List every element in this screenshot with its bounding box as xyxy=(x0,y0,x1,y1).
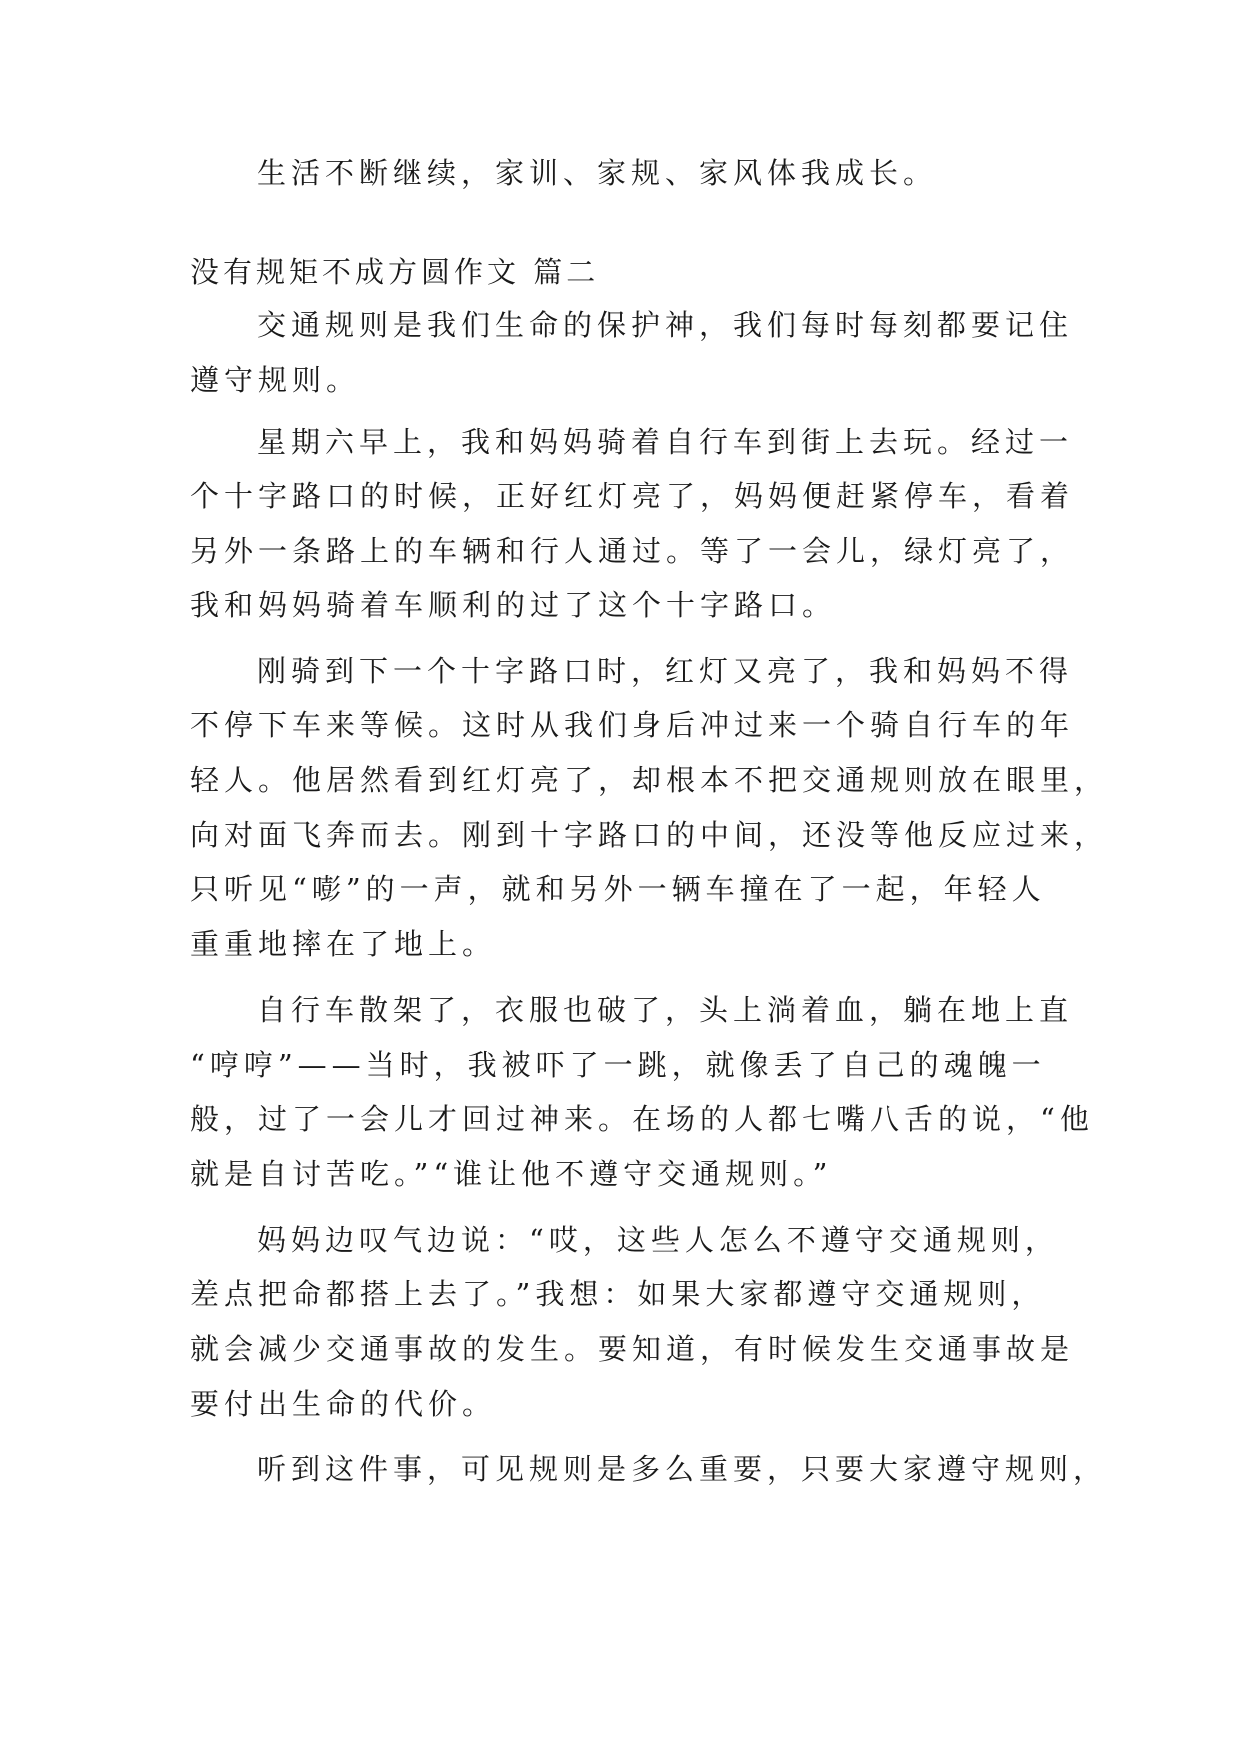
text-line: 听到这件事，可见规则是多么重要，只要大家遵守规则， xyxy=(257,1452,1108,1486)
text-line: 只听见“嘭”的一声，就和另外一辆车撞在了一起，年轻人 xyxy=(190,872,1046,906)
text-line: 生活不断继续，家训、家规、家风体我成长。 xyxy=(257,156,938,190)
text-line: 个十字路口的时候，正好红灯亮了，妈妈便赶紧停车，看着 xyxy=(190,479,1075,513)
text-line: 要付出生命的代价。 xyxy=(190,1387,497,1421)
text-line: “哼哼”——当时，我被吓了一跳，就像丢了自己的魂魄一 xyxy=(190,1048,1046,1082)
text-line: 另外一条路上的车辆和行人通过。等了一会儿，绿灯亮了， xyxy=(190,534,1075,568)
text-line: 轻人。他居然看到红灯亮了，却根本不把交通规则放在眼里， xyxy=(190,763,1109,797)
text-line: 自行车散架了，衣服也破了，头上淌着血，躺在地上直 xyxy=(257,993,1074,1027)
section-heading: 没有规矩不成方圆作文 篇二 xyxy=(190,255,600,289)
text-line: 般，过了一会儿才回过神来。在场的人都七嘴八舌的说，“他 xyxy=(190,1102,1094,1136)
text-line: 就会减少交通事故的发生。要知道，有时候发生交通事故是 xyxy=(190,1332,1075,1366)
text-line: 重重地摔在了地上。 xyxy=(190,927,497,961)
text-line: 我和妈妈骑着车顺利的过了这个十字路口。 xyxy=(190,588,837,622)
text-line: 妈妈边叹气边说：“哎，这些人怎么不遵守交通规则， xyxy=(257,1223,1059,1257)
text-line: 不停下车来等候。这时从我们身后冲过来一个骑自行车的年 xyxy=(190,708,1075,742)
text-line: 星期六早上，我和妈妈骑着自行车到街上去玩。经过一 xyxy=(257,425,1074,459)
text-line: 刚骑到下一个十字路口时，红灯又亮了，我和妈妈不得 xyxy=(257,654,1074,688)
text-line: 就是自讨苦吃。”“谁让他不遵守交通规则。” xyxy=(190,1157,833,1191)
text-line: 遵守规则。 xyxy=(190,363,361,397)
text-line: 差点把命都搭上去了。”我想：如果大家都遵守交通规则， xyxy=(190,1277,1046,1311)
text-line: 交通规则是我们生命的保护神，我们每时每刻都要记住 xyxy=(257,308,1074,342)
text-line: 向对面飞奔而去。刚到十字路口的中间，还没等他反应过来， xyxy=(190,818,1109,852)
